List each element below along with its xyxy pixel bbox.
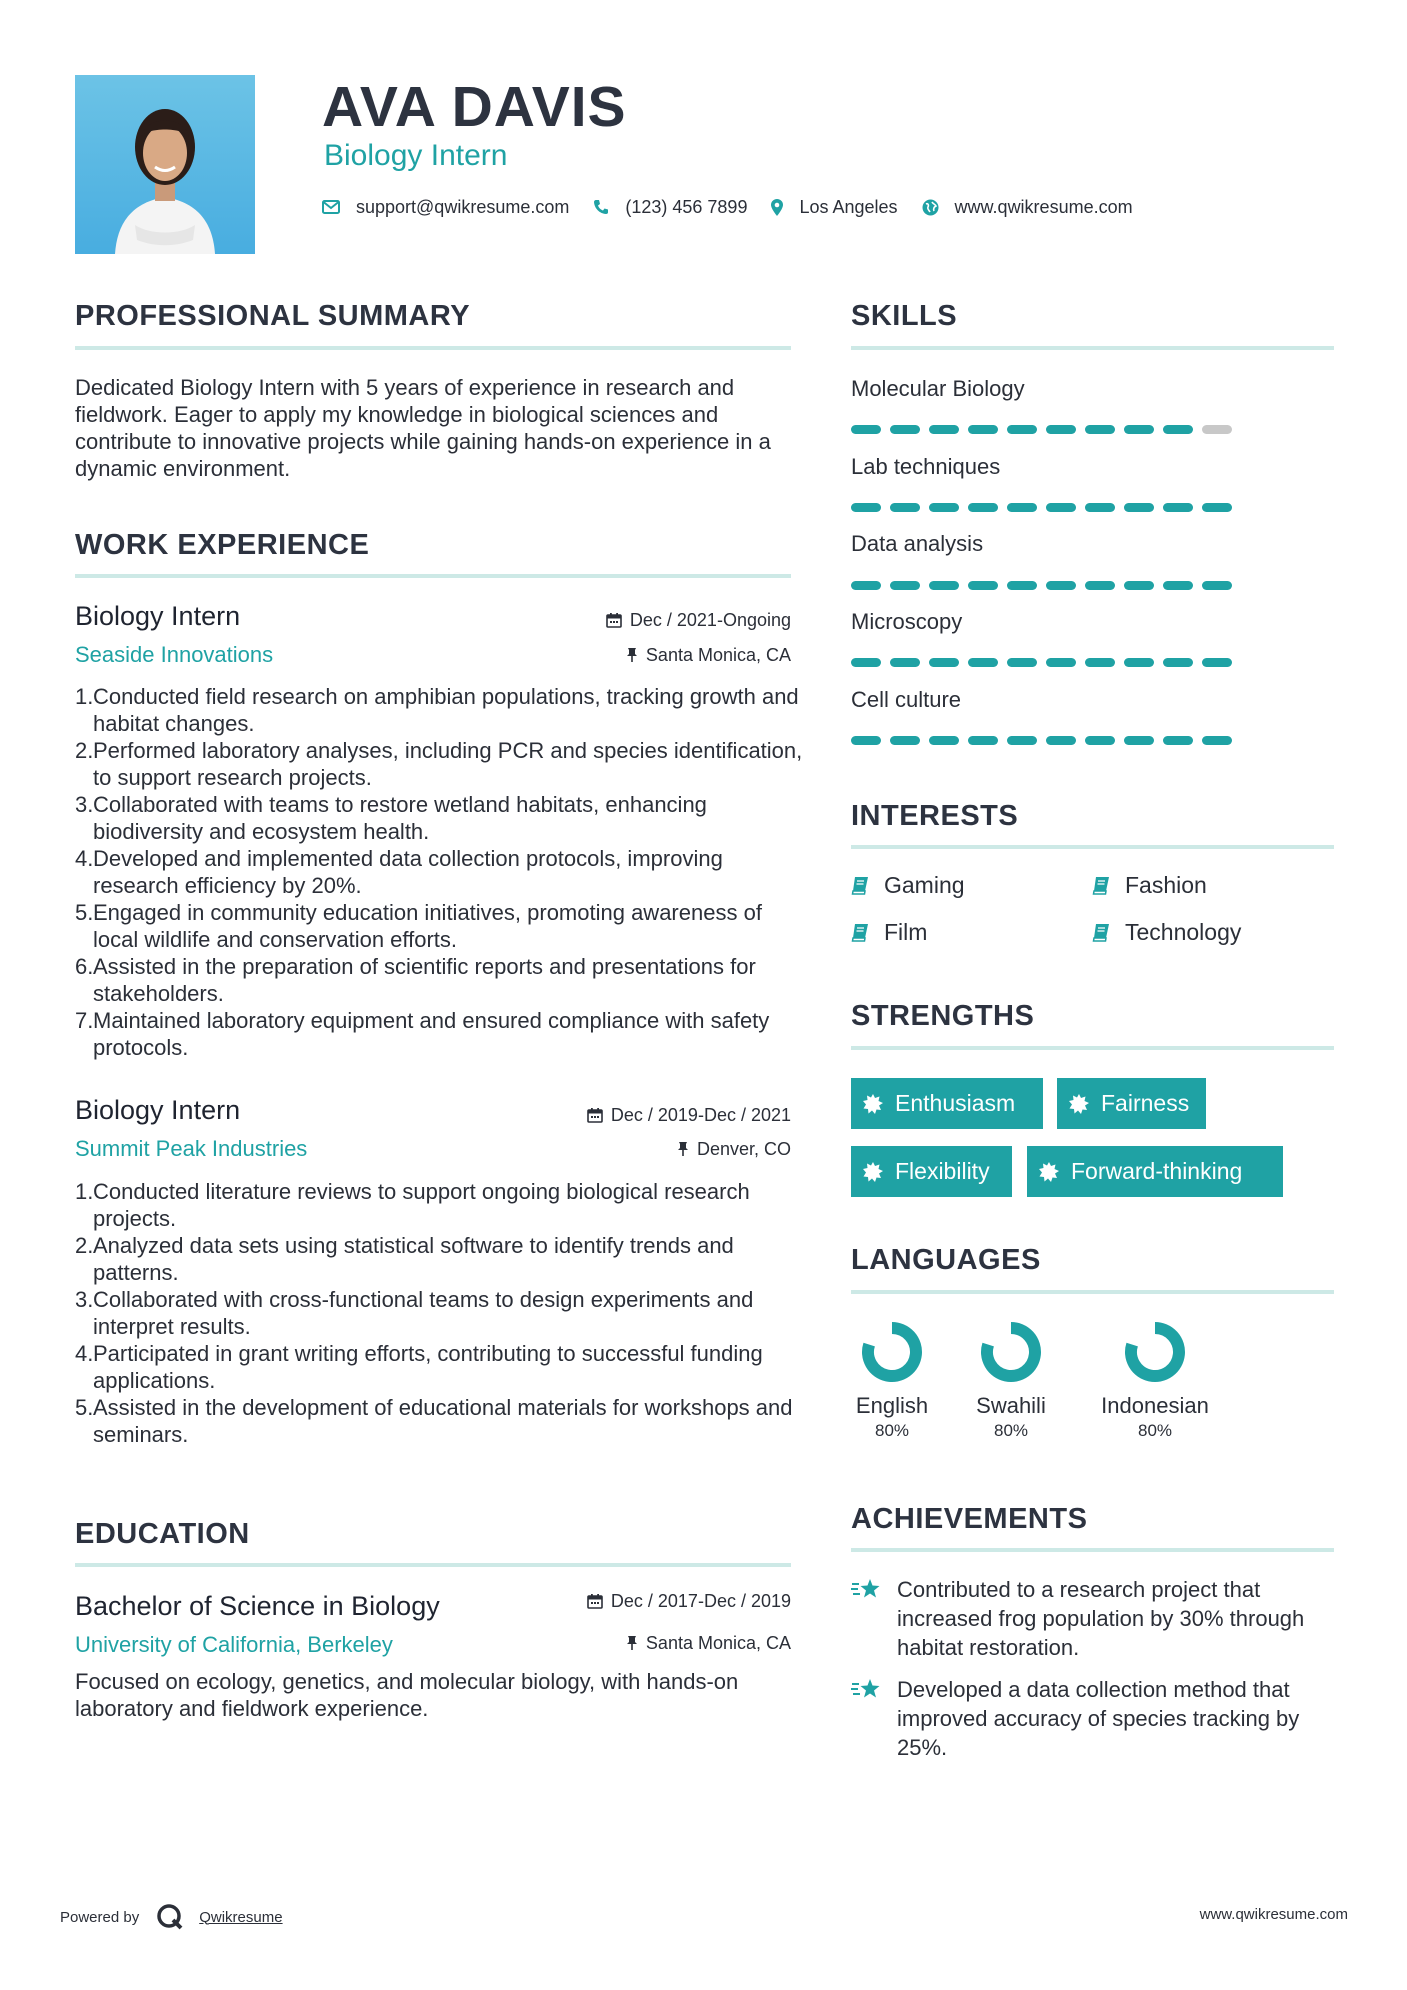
experience-heading: WORK EXPERIENCE <box>75 529 370 561</box>
skill-dash <box>1202 658 1232 667</box>
profile-photo <box>75 75 255 254</box>
skills-divider <box>851 346 1334 350</box>
skill-name: Microscopy <box>851 609 963 634</box>
skill-name: Cell culture <box>851 687 962 712</box>
interests-heading: INTERESTS <box>851 800 1019 832</box>
skill-dash <box>1124 581 1154 590</box>
interest-item: Film <box>851 917 927 947</box>
calendar-icon <box>587 1593 603 1609</box>
job-company: Summit Peak Industries <box>75 1136 308 1161</box>
job-location <box>677 1137 791 1161</box>
strengths-divider <box>851 1046 1334 1050</box>
skill-dash <box>851 736 881 745</box>
strengths-heading: STRENGTHS <box>851 1000 1035 1032</box>
skill-dash <box>1085 736 1115 745</box>
list-item: 2. Analyzed data sets using statistical software to identify trends and patterns. <box>75 1233 734 1285</box>
job-dates-text: Dec / 2019-Dec / 2021 <box>610 1105 791 1125</box>
skill-dash <box>1046 658 1076 667</box>
skill-dash <box>1124 658 1154 667</box>
skill-dash <box>1202 503 1232 512</box>
skill-name: Lab techniques <box>851 454 1001 479</box>
skill-dash <box>1085 658 1115 667</box>
footer-powered-by <box>60 1902 283 1932</box>
email-text: support@qwikresume.com <box>356 196 570 217</box>
strength-tag: Flexibility <box>851 1146 1012 1197</box>
list-item: 3. Collaborated with cross-functional teams to design experiments and interpret results. <box>75 1287 754 1339</box>
achievements-divider <box>851 1548 1334 1552</box>
skill-dash <box>851 503 881 512</box>
skill-dash <box>1163 736 1193 745</box>
skill-dash <box>890 736 920 745</box>
languages-divider <box>851 1290 1334 1294</box>
skill-dash <box>968 658 998 667</box>
contact-location <box>771 197 897 218</box>
language-ring <box>1123 1320 1187 1384</box>
job-dates-text: Dec / 2021-Ongoing <box>629 610 791 630</box>
candidate-title: Biology Intern <box>324 139 508 172</box>
book-icon <box>851 876 870 895</box>
skill-dash <box>1046 581 1076 590</box>
skill-dash <box>1085 425 1115 434</box>
skill-dash <box>968 503 998 512</box>
skill-dash <box>890 503 920 512</box>
education-location-text: Santa Monica, CA <box>645 1633 791 1653</box>
language-ring <box>860 1320 924 1384</box>
skill-meter <box>851 581 1232 590</box>
skill-dash <box>1046 425 1076 434</box>
language-item <box>851 1320 933 1442</box>
job-location-text: Santa Monica, CA <box>645 645 791 665</box>
list-item: 5. Assisted in the development of educational materials for workshops and seminars. <box>75 1395 793 1447</box>
pushpin-icon <box>677 1141 689 1157</box>
summary-divider <box>75 346 791 350</box>
language-percent: 80% <box>993 1421 1029 1440</box>
interest-item: Technology <box>1092 917 1241 947</box>
skill-name: Molecular Biology <box>851 376 1025 401</box>
contact-website[interactable] <box>922 197 1133 218</box>
job-bullets <box>75 683 813 1061</box>
skill-dash <box>1163 658 1193 667</box>
skill-dash <box>968 736 998 745</box>
person-illustration <box>75 75 255 254</box>
skill-dash <box>929 503 959 512</box>
skill-name: Data analysis <box>851 531 984 556</box>
skill-dash <box>1085 503 1115 512</box>
school-name: University of California, Berkeley <box>75 1632 393 1657</box>
starburst-icon <box>863 1162 883 1182</box>
summary-heading: PROFESSIONAL SUMMARY <box>75 300 471 332</box>
language-item <box>1088 1320 1222 1442</box>
list-item: 2. Performed laboratory analyses, including PCR and species identification, to support research projects. <box>75 738 803 790</box>
skill-dash <box>890 658 920 667</box>
list-item: 5. Engaged in community education initiatives, promoting awareness of local wildlife and conservation efforts. <box>75 900 762 952</box>
language-name: Indonesian <box>1101 1393 1209 1418</box>
calendar-icon <box>606 612 622 628</box>
pushpin-icon <box>626 1635 638 1651</box>
job-company: Seaside Innovations <box>75 642 274 667</box>
list-item: 1. Conducted literature reviews to support ongoing biological research projects. <box>75 1179 750 1231</box>
phone-text: (123) 456 7899 <box>625 196 748 217</box>
education-divider <box>75 1563 791 1567</box>
language-ring <box>979 1320 1043 1384</box>
experience-divider <box>75 574 791 578</box>
skill-dash <box>1163 425 1193 434</box>
list-item: 6. Assisted in the preparation of scientific reports and presentations for stakeholders. <box>75 954 756 1006</box>
list-item: 1. Conducted field research on amphibian populations, tracking growth and habitat changes. <box>75 684 799 736</box>
map-pin-icon <box>771 199 783 216</box>
shooting-star-icon <box>851 1577 883 1603</box>
language-name: Swahili <box>976 1393 1046 1418</box>
globe-icon <box>922 199 939 216</box>
list-item: 4. Developed and implemented data collection protocols, improving research efficiency by 20%. <box>75 846 723 898</box>
qwikresume-logo-icon <box>155 1902 185 1932</box>
brand-link[interactable]: Qwikresume <box>199 1908 283 1926</box>
skill-dash <box>851 425 881 434</box>
skill-dash <box>890 425 920 434</box>
starburst-icon <box>863 1094 883 1114</box>
job-title: Biology Intern <box>75 601 241 631</box>
job-location <box>626 643 791 667</box>
location-text: Los Angeles <box>799 196 898 217</box>
candidate-name: AVA DAVIS <box>322 75 627 139</box>
language-percent: 80% <box>1137 1421 1173 1440</box>
strength-tag: Enthusiasm <box>851 1078 1043 1129</box>
skill-dash <box>1124 425 1154 434</box>
job-location-text: Denver, CO <box>696 1139 791 1159</box>
skill-meter <box>851 736 1232 745</box>
skill-dash <box>890 581 920 590</box>
skill-dash <box>1085 581 1115 590</box>
skill-dash <box>1124 736 1154 745</box>
calendar-icon <box>587 1107 603 1123</box>
phone-icon <box>593 199 609 215</box>
job-bullets <box>75 1178 813 1448</box>
interest-item: Fashion <box>1092 870 1207 900</box>
skill-dash <box>1163 503 1193 512</box>
starburst-icon <box>1039 1162 1059 1182</box>
job-dates <box>606 608 791 632</box>
achievement-item: Contributed to a research project that increased frog population by 30% through habitat restoration. <box>851 1575 1335 1662</box>
skill-dash <box>929 425 959 434</box>
skill-meter <box>851 425 1232 434</box>
job-dates <box>587 1103 791 1127</box>
skill-dash <box>851 658 881 667</box>
skill-dash <box>1046 736 1076 745</box>
language-item <box>970 1320 1052 1442</box>
interests-divider <box>851 845 1334 849</box>
summary-text: Dedicated Biology Intern with 5 years of experience in research and fieldwork. Eager to apply my knowledge in biological sciences and contribute to innovative projects while gaining hands-on experience in a dynamic environment. <box>75 375 771 481</box>
language-percent: 80% <box>874 1421 910 1440</box>
strength-tag: Forward-thinking <box>1027 1146 1283 1197</box>
job-title: Biology Intern <box>75 1095 241 1125</box>
education-dates-text: Dec / 2017-Dec / 2019 <box>610 1591 791 1611</box>
list-item: 3. Collaborated with teams to restore wetland habitats, enhancing biodiversity and ecosystem health. <box>75 792 707 844</box>
skill-dash <box>1007 425 1037 434</box>
strength-tag: Fairness <box>1057 1078 1206 1129</box>
education-dates <box>587 1589 791 1613</box>
skill-dash <box>851 581 881 590</box>
skill-dash <box>929 581 959 590</box>
skill-dash <box>1202 581 1232 590</box>
education-location <box>626 1631 791 1655</box>
achievement-item: Developed a data collection method that improved accuracy of species tracking by 25%. <box>851 1675 1335 1762</box>
skill-meter <box>851 503 1232 512</box>
skill-dash <box>1007 658 1037 667</box>
degree-title: Bachelor of Science in Biology <box>75 1591 440 1621</box>
skill-dash <box>1007 736 1037 745</box>
skill-dash <box>1046 503 1076 512</box>
skill-meter <box>851 658 1232 667</box>
education-description: Focused on ecology, genetics, and molecular biology, with hands-on laboratory and fieldwork experience. <box>75 1669 739 1721</box>
language-name: English <box>855 1393 929 1418</box>
book-icon <box>1092 923 1111 942</box>
shooting-star-icon <box>851 1677 883 1703</box>
website-text: www.qwikresume.com <box>954 196 1133 217</box>
interest-item: Gaming <box>851 870 965 900</box>
starburst-icon <box>1069 1094 1089 1114</box>
skill-dash <box>1007 503 1037 512</box>
skill-dash <box>1163 581 1193 590</box>
skill-dash <box>1202 425 1232 434</box>
powered-by-text: Powered by <box>60 1908 140 1926</box>
achievements-heading: ACHIEVEMENTS <box>851 1503 1088 1535</box>
envelope-icon <box>322 200 340 214</box>
skill-dash <box>929 736 959 745</box>
contact-phone[interactable] <box>593 197 747 218</box>
languages-heading: LANGUAGES <box>851 1244 1041 1276</box>
book-icon <box>851 923 870 942</box>
footer-website[interactable]: www.qwikresume.com <box>1199 1906 1348 1923</box>
list-item: 4. Participated in grant writing efforts, contributing to successful funding applications. <box>75 1341 763 1393</box>
skill-dash <box>1124 503 1154 512</box>
pushpin-icon <box>626 647 638 663</box>
skill-dash <box>1007 581 1037 590</box>
skill-dash <box>929 658 959 667</box>
skill-dash <box>1202 736 1232 745</box>
list-item: 7. Maintained laboratory equipment and ensured compliance with safety protocols. <box>75 1008 770 1060</box>
skill-dash <box>968 425 998 434</box>
skills-heading: SKILLS <box>851 300 958 332</box>
book-icon <box>1092 876 1111 895</box>
contact-bar <box>322 194 1157 220</box>
education-heading: EDUCATION <box>75 1518 250 1550</box>
contact-email[interactable] <box>322 197 569 218</box>
skill-dash <box>968 581 998 590</box>
